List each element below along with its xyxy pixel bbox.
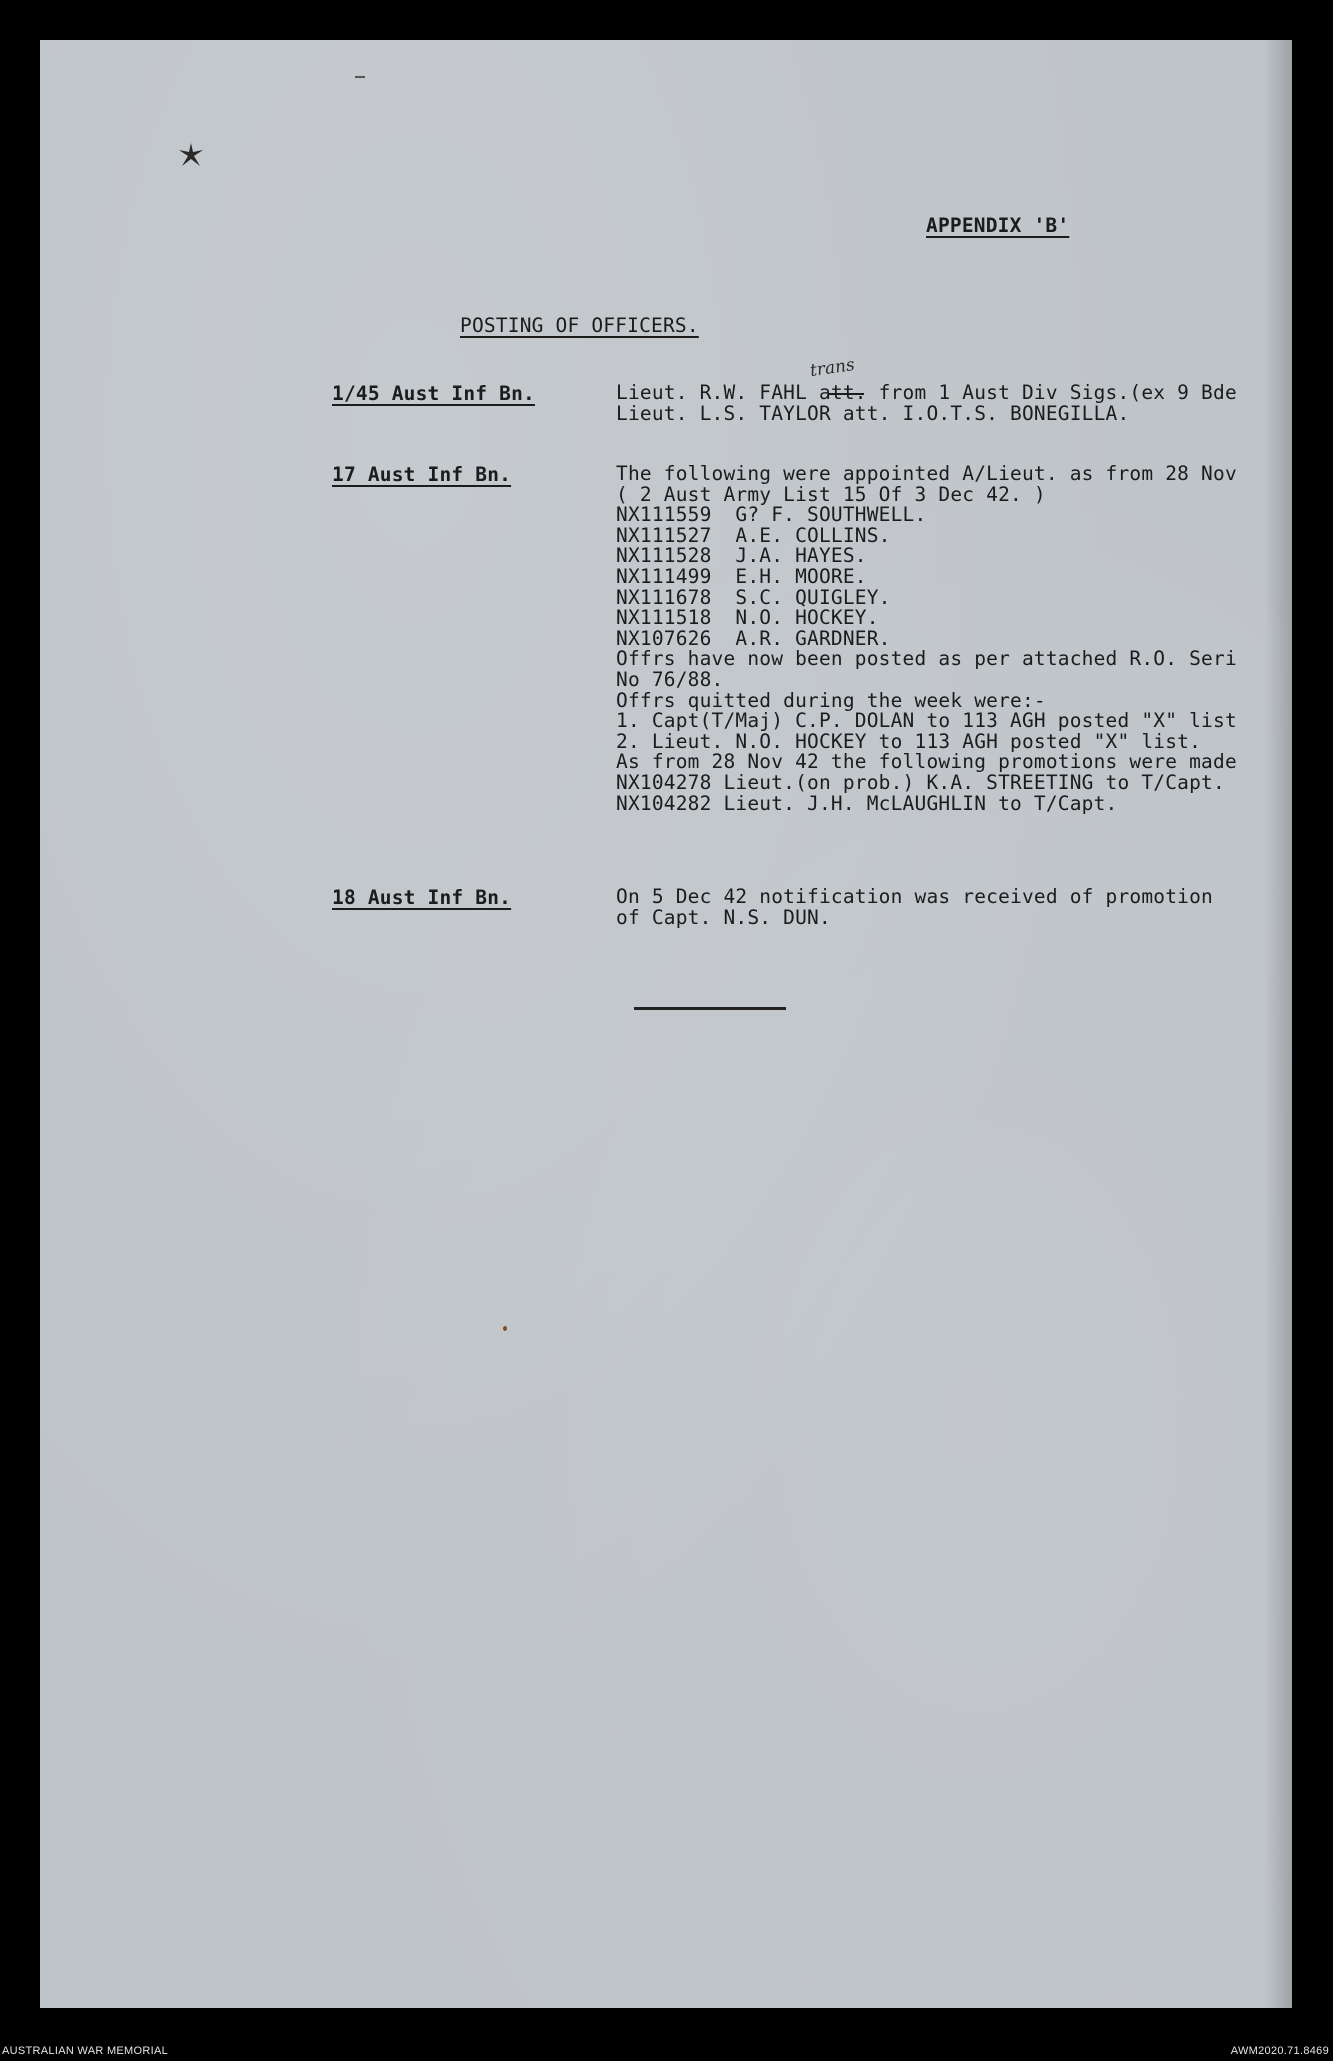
body-line: NX107626 A.R. GARDNER.: [616, 626, 891, 650]
section-body-18-bn: [616, 887, 1213, 928]
stray-pencil-mark: [355, 76, 365, 78]
appendix-title: APPENDIX 'B': [926, 214, 1070, 237]
body-line: 2. Lieut. N.O. HOCKEY to 113 AGH posted "X" list.: [616, 729, 1202, 753]
body-line: NX104278 Lieut.(on prob.) K.A. STREETING to T/Capt.: [616, 770, 1225, 794]
body-line: The following were appointed A/Lieut. as from 28 Nov: [616, 462, 1237, 485]
body-line: Lieut. L.S. TAYLOR att. I.O.T.S. BONEGILLA.: [616, 401, 1130, 425]
body-line: Offrs quitted during the week were:-: [616, 688, 1046, 712]
body-line: As from 28 Nov 42 the following promotions were made: [616, 750, 1237, 774]
body-line: of Capt. N.S. DUN.: [616, 905, 831, 929]
body-line: No 76/88.: [616, 667, 724, 691]
end-rule-divider: [634, 1007, 786, 1010]
paper-speck: [503, 1326, 507, 1331]
body-line: NX104282 Lieut. J.H. McLAUGHLIN to T/Capt.: [616, 791, 1118, 815]
punch-hole-mark-icon: [176, 140, 206, 170]
body-line: NX111518 N.O. HOCKEY.: [616, 606, 879, 630]
paper-edge-shadow: [1264, 40, 1292, 2008]
handwritten-annotation: trans: [808, 354, 856, 382]
unit-label-18-bn: 18 Aust Inf Bn.: [332, 886, 512, 909]
section-body-17-bn: [616, 464, 1237, 814]
unit-label-17-bn: 17 Aust Inf Bn.: [332, 463, 512, 486]
body-line: NX111527 A.E. COLLINS.: [616, 523, 891, 547]
document-heading: POSTING OF OFFICERS.: [460, 314, 699, 337]
body-line: ( 2 Aust Army List 15 Of 3 Dec 42. ): [616, 482, 1046, 506]
document-sheet: [40, 40, 1292, 2008]
body-line: NX111528 J.A. HAYES.: [616, 544, 867, 568]
unit-label-1-45-bn: 1/45 Aust Inf Bn.: [332, 382, 535, 405]
body-line: NX111678 S.C. QUIGLEY.: [616, 585, 891, 609]
body-line: 1. Capt(T/Maj) C.P. DOLAN to 113 AGH posted "X" list: [616, 709, 1237, 733]
body-line: Lieut. R.W. FAHL att. from 1 Aust Div Sigs.(ex 9 Bde: [616, 381, 1237, 404]
footer-accession-number: AWM2020.71.8469: [1230, 2045, 1329, 2057]
body-line: NX111559 G? F. SOUTHWELL.: [616, 503, 927, 527]
body-line: On 5 Dec 42 notification was received of promotion: [616, 885, 1213, 908]
footer-institution: AUSTRALIAN WAR MEMORIAL: [2, 2045, 169, 2057]
body-line: Offrs have now been posted as per attached R.O. Seri: [616, 647, 1237, 671]
body-line: NX111499 E.H. MOORE.: [616, 564, 867, 588]
section-body-1-45-bn: [616, 383, 1237, 424]
